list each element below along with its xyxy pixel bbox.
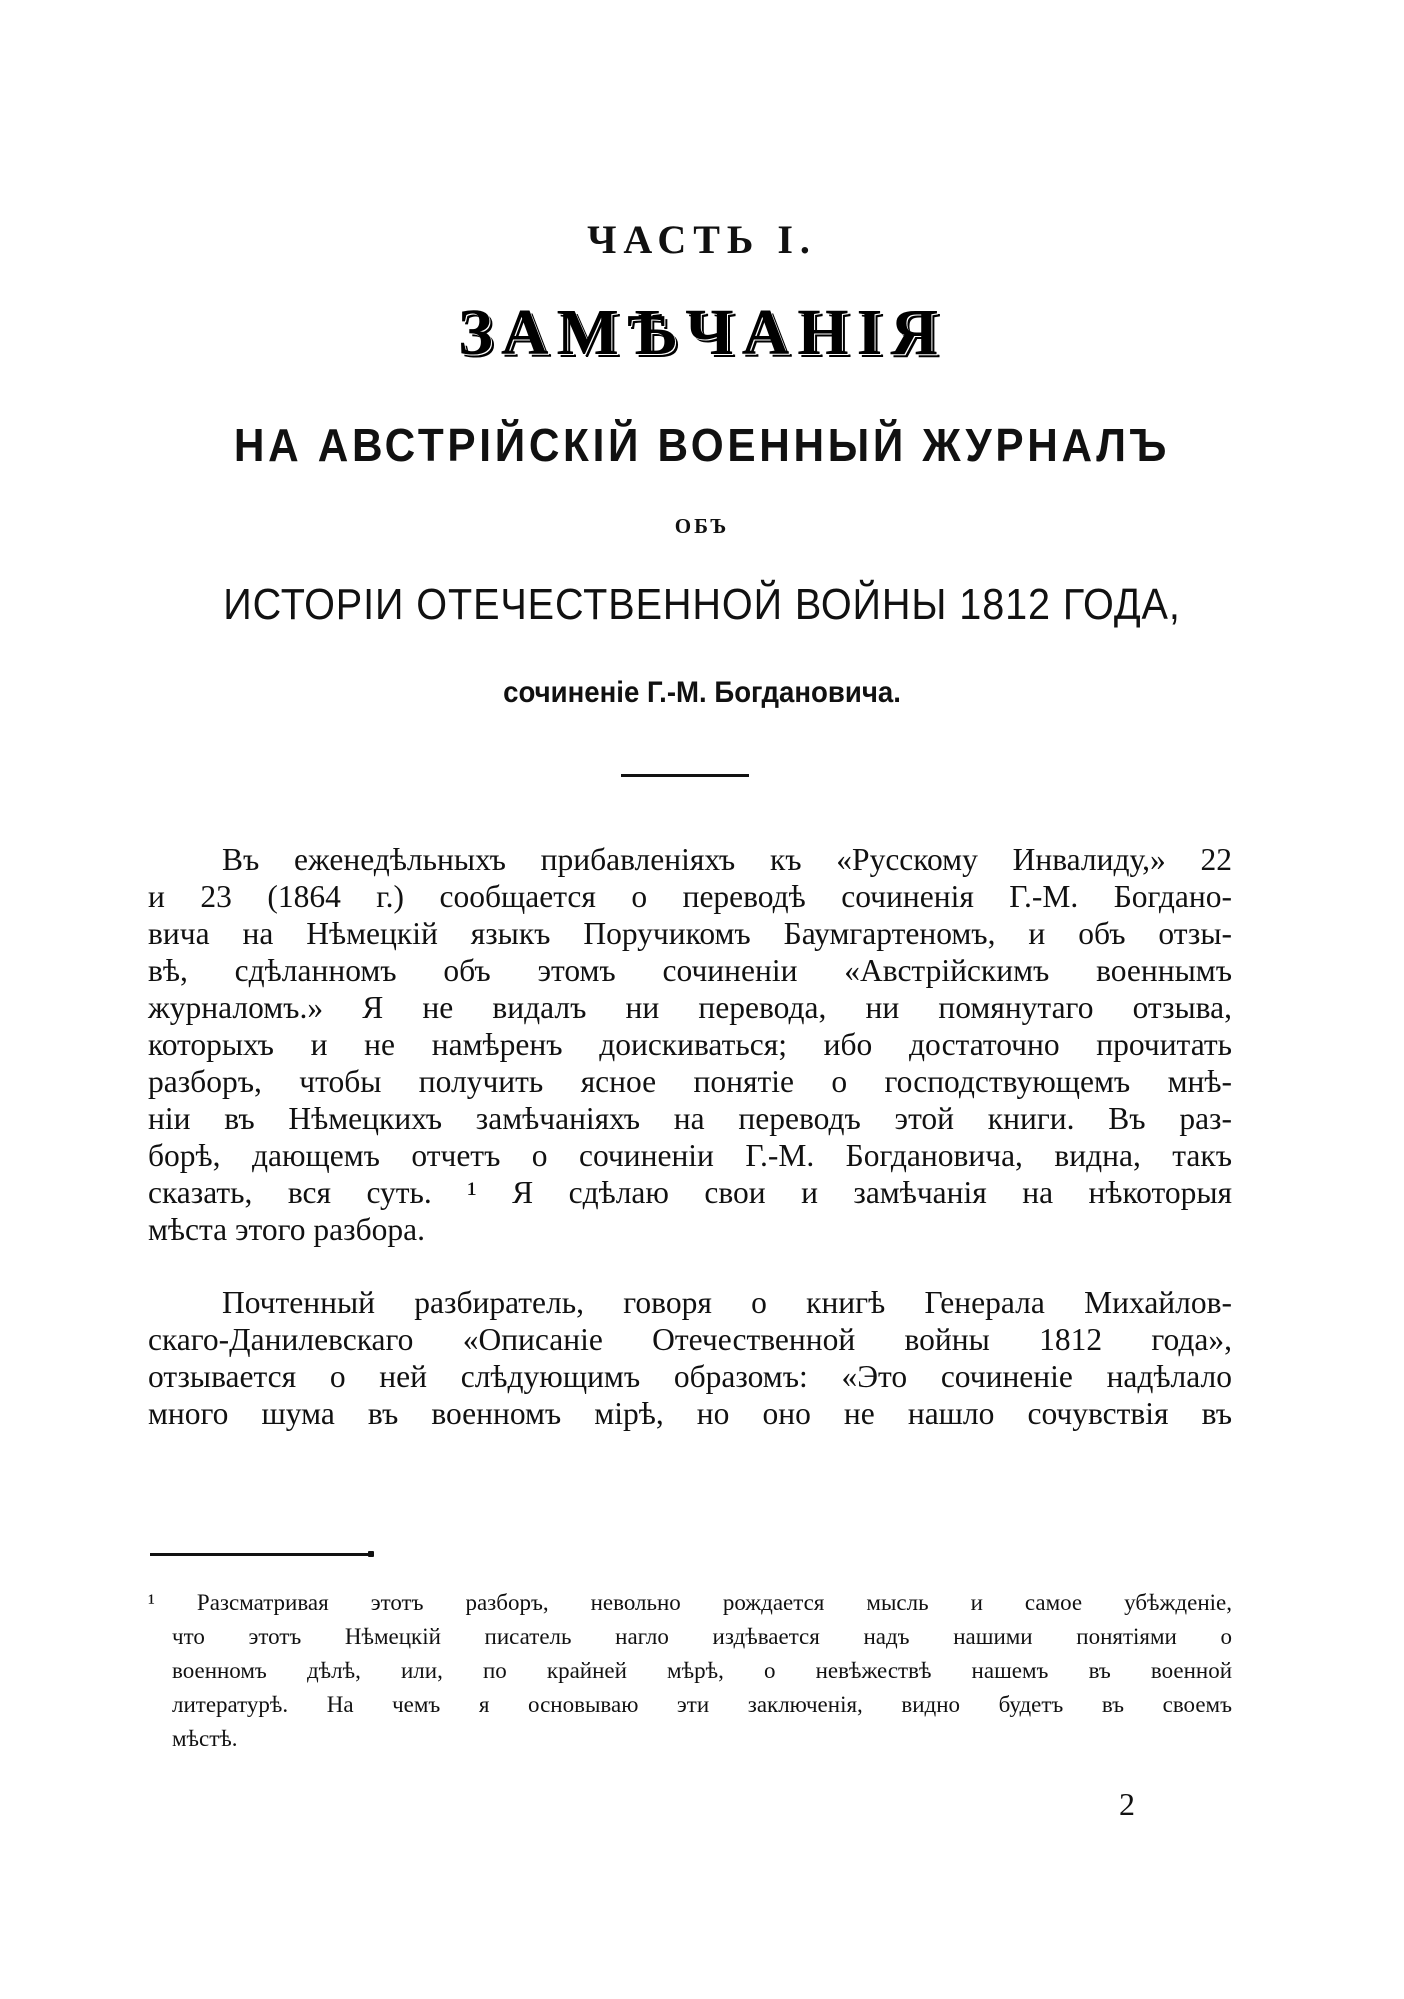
paragraph-1-line: вича на Нѣмецкій языкъ Поручикомъ Баумгартеномъ, и объ отзы- [148,916,1232,951]
footnote-line: мѣстѣ. [172,1726,238,1751]
footnote-line: ¹ Разсматривая этотъ разборъ, невольно рождается мысль и самое убѣжденіе, [148,1590,1232,1615]
paragraph-1-line: журналомъ.» Я не видалъ ни перевода, ни помянутаго отзыва, [148,990,1232,1025]
paragraph-1-line: борѣ, дающемъ отчетъ о сочиненіи Г.-М. Богдановича, видна, такъ [148,1138,1232,1173]
paragraph-1-line: мѣста этого разбора. [148,1212,425,1247]
chapter-title: ЗАМѢЧАНІЯ [458,296,946,369]
footnote-line: что этотъ Нѣмецкій писатель нагло издѣвается надъ нашими понятіями о [172,1624,1232,1649]
part-heading: ЧАСТЬ I. [587,217,817,262]
paragraph-2-line: много шума въ военномъ мірѣ, но оно не нашло сочувствія въ [148,1396,1232,1431]
chapter-subtitle: НА АВСТРІЙСКІЙ ВОЕННЫЙ ЖУРНАЛЪ [233,419,1171,471]
paragraph-1-line: Въ еженедѣльныхъ прибавленіяхъ къ «Русскому Инвалиду,» 22 [222,842,1232,877]
footnote-line: литературѣ. На чемъ я основываю эти заключенія, видно будетъ въ своемъ [172,1692,1232,1717]
paragraph-1-line: разборъ, чтобы получить ясное понятіе о господствующемъ мнѣ- [148,1064,1232,1099]
paragraph-2-line: Почтенный разбиратель, говоря о книгѣ Генерала Михайлов- [222,1285,1232,1320]
paragraph-1-line: которыхъ и не намѣренъ доискиваться; ибо достаточно прочитать [148,1027,1232,1062]
paragraph-2-line: скаго-Данилевскаго «Описаніе Отечественной войны 1812 года», [148,1322,1232,1357]
footnote-line: военномъ дѣлѣ, или, по крайней мѣрѣ, о невѣжествѣ нашемъ въ военной [172,1658,1232,1683]
paragraph-1-line: вѣ, сдѣланномъ объ этомъ сочиненіи «Австрійскимъ военнымъ [148,953,1232,988]
work-title: ИСТОРІИ ОТЕЧЕСТВЕННОЙ ВОЙНЫ 1812 ГОДА, [223,580,1181,629]
page-number: 2 [1119,1786,1135,1822]
footnote-divider [150,1553,372,1556]
author-line: сочиненіе Г.-М. Богдановича. [503,676,901,709]
section-divider [621,774,749,777]
paragraph-1-line: ніи въ Нѣмецкихъ замѣчаніяхъ на переводъ этой книги. Въ раз- [148,1101,1232,1136]
paragraph-1-line: сказать, вся суть. ¹ Я сдѣлаю свои и замѣчанія на нѣкоторыя [148,1175,1232,1210]
subtitle-preposition: ОБЪ [674,514,730,538]
paragraph-1-line: и 23 (1864 г.) сообщается о переводѣ сочиненія Г.-М. Богдано- [148,879,1232,914]
paragraph-2-line: отзывается о ней слѣдующимъ образомъ: «Это сочиненіе надѣлало [148,1359,1232,1394]
